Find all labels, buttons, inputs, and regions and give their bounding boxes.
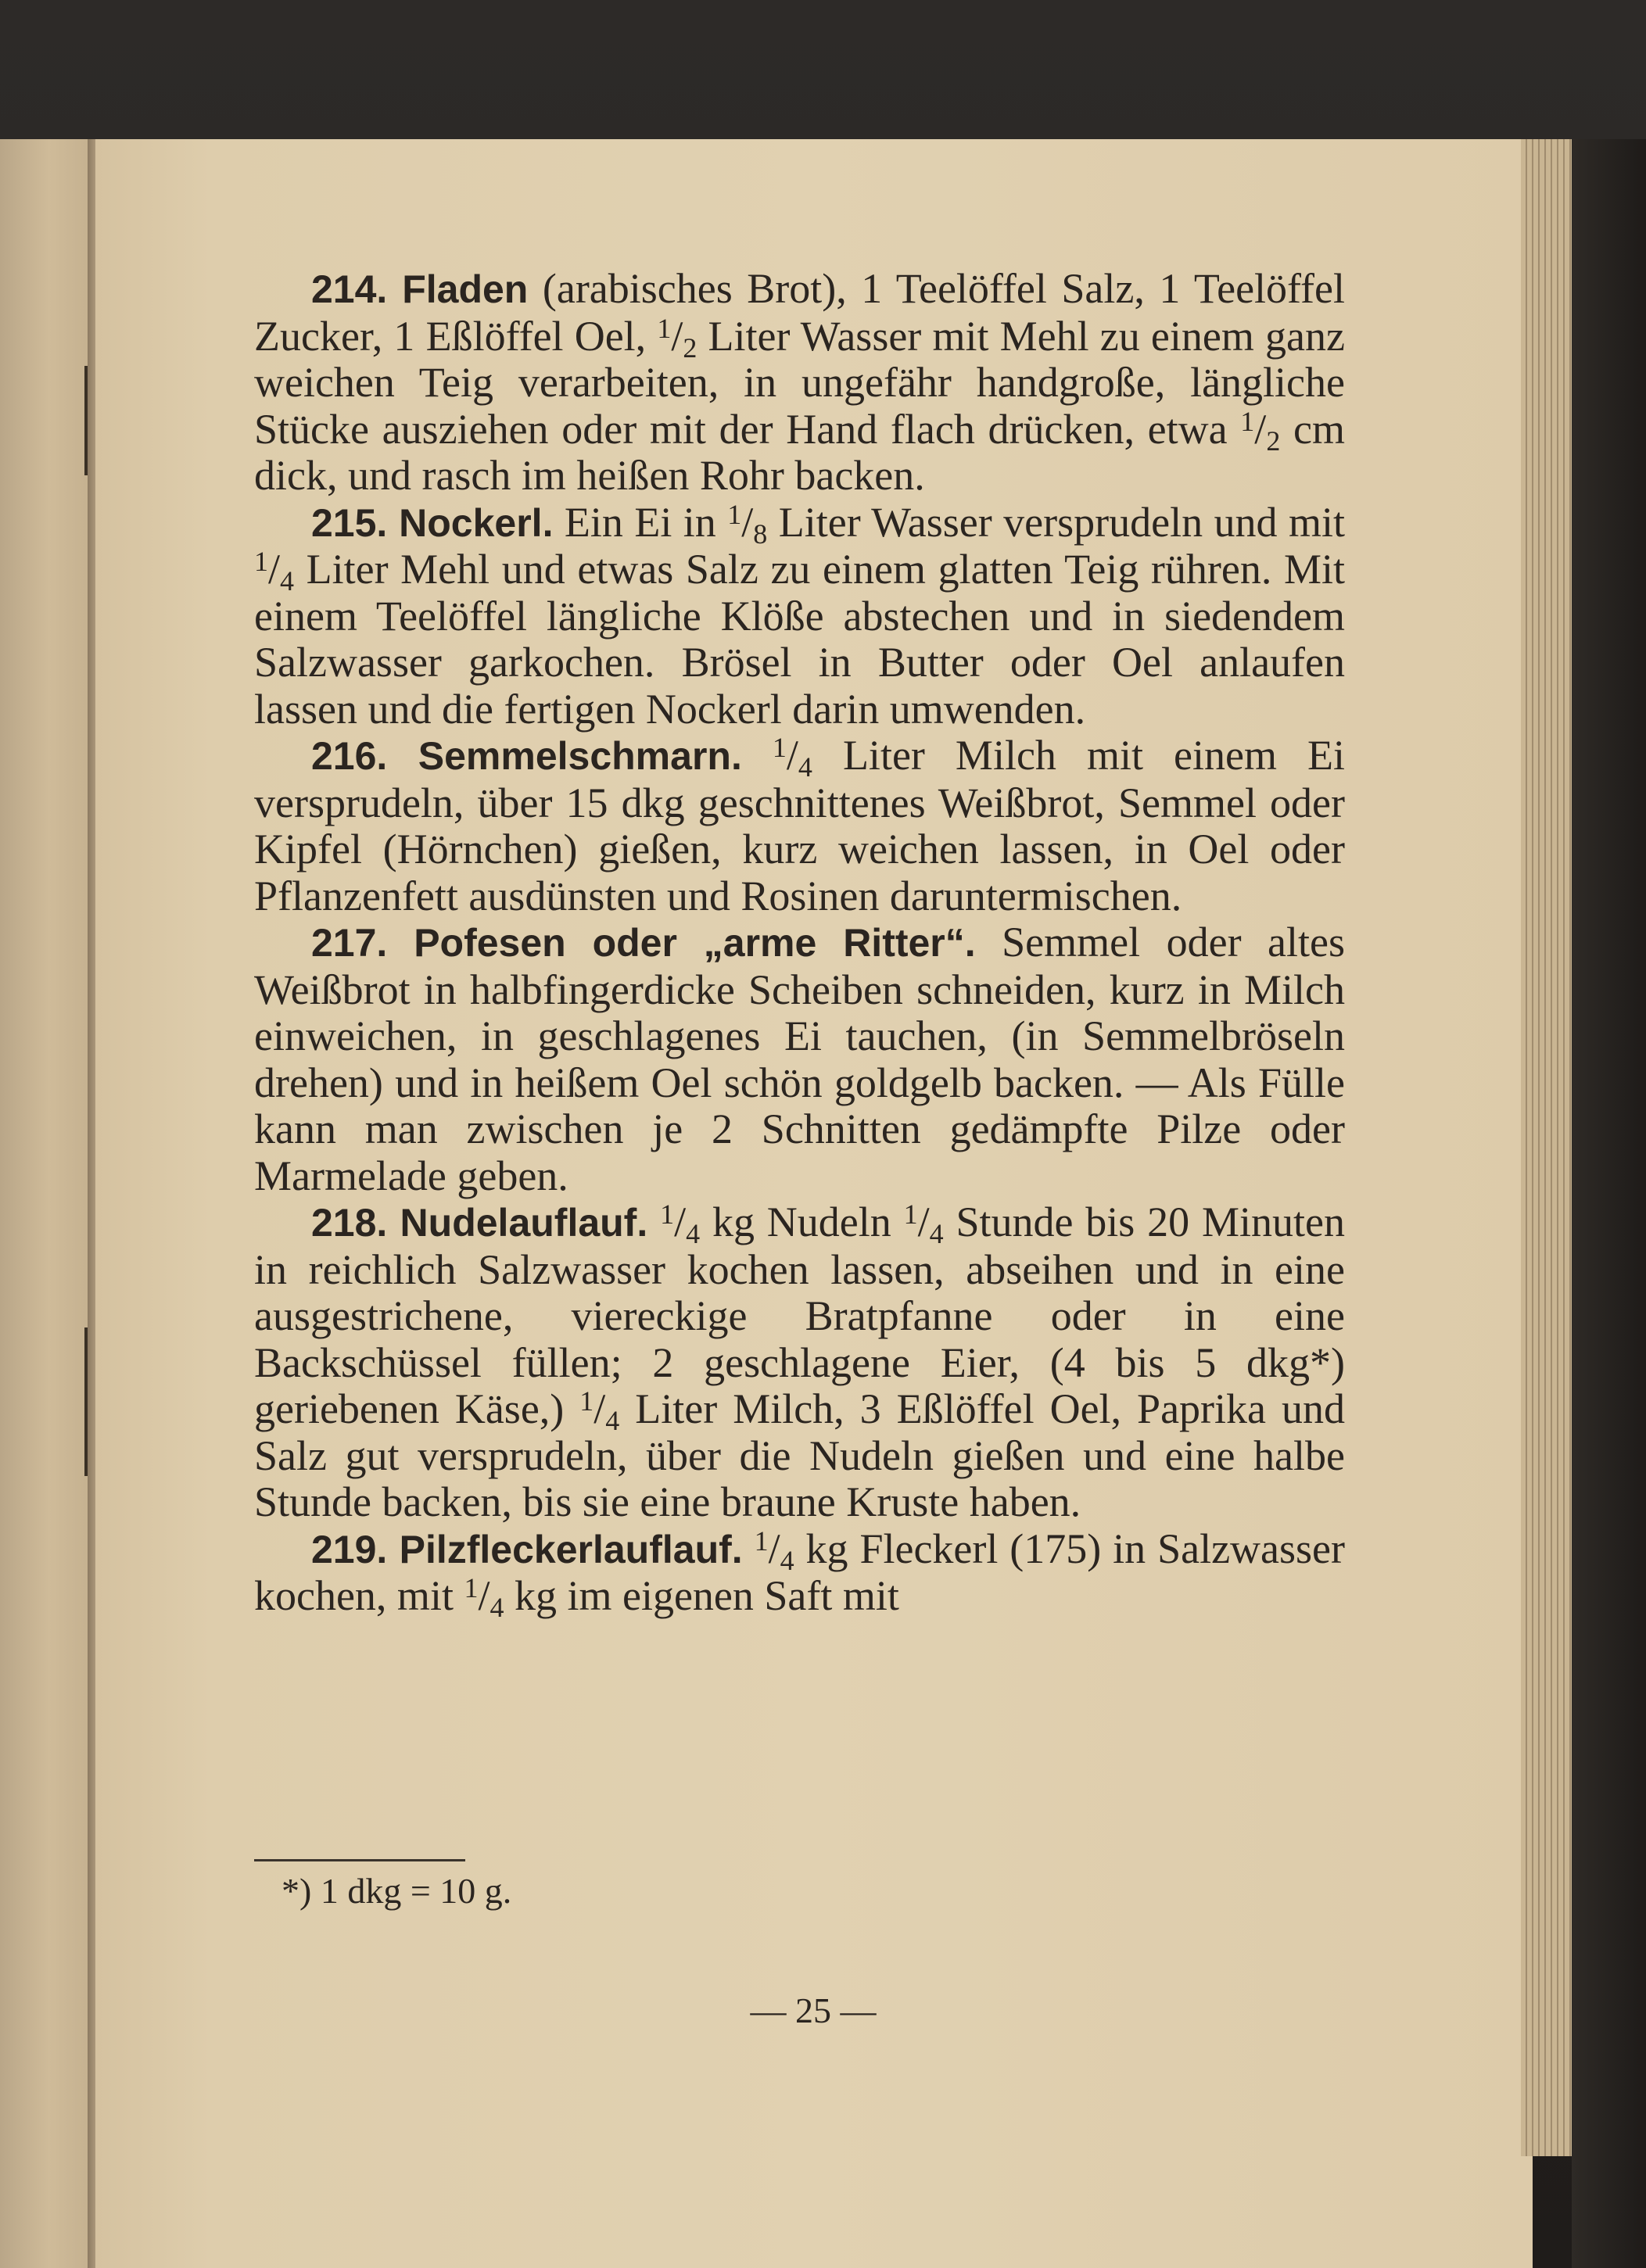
recipe-heading: 218. Nudelauflauf. (311, 1201, 648, 1245)
recipe-text (742, 732, 773, 779)
fraction: $^1/_2$ (657, 312, 697, 364)
recipe-text (743, 1525, 755, 1572)
fraction: $^1/_4$ (254, 545, 295, 597)
fraction: $^1/_4$ (464, 1571, 504, 1623)
recipe-heading: 219. Pilzfleckerlauflauf. (311, 1527, 743, 1571)
recipe-heading: 217. Pofesen oder „arme Ritter“. (311, 921, 976, 965)
recipe-text: (arabisches Brot), 1 Teelöffel Salz, 1 Teelöffel Zucker, 1 Eßlöffel Oel, (254, 265, 1345, 360)
fraction: $^1/_4$ (579, 1385, 620, 1436)
recipe-paragraph (254, 500, 1345, 733)
recipe-text: cm dick, und rasch im heißen Rohr backen. (254, 405, 1345, 499)
recipe-text: kg Nudeln (700, 1198, 904, 1245)
fraction: $^1/_4$ (754, 1525, 794, 1576)
recipe-heading: 216. Semmelschmarn. (311, 734, 742, 778)
page-number: — 25 — (750, 1990, 877, 2030)
recipe-text: Liter Milch, 3 Eßlöffel Oel, Paprika und Salz gut versprudeln, über die Nudeln gießen und eine halbe Stunde backen, bis sie eine braune Kruste haben. (254, 1385, 1345, 1525)
left-page-edge (0, 139, 90, 2268)
recipe-paragraph (254, 733, 1345, 919)
footnote-divider (254, 1859, 465, 1861)
recipe-text: kg Fleckerl (175) in Salzwasser kochen, mit (254, 1525, 1346, 1619)
fraction: $^1/_8$ (727, 498, 768, 550)
recipe-paragraph (254, 1525, 1346, 1623)
recipe-text: Liter Mehl und etwas Salz zu einem glatten Teig rühren. Mit einem Teelöffel längliche Klöße abstechen und in siedendem Salzwasser garkochen. Brösel in Butter oder Oel anlaufen lassen und die fertigen Nockerl darin umwenden. (254, 546, 1345, 733)
fraction: $^1/_4$ (660, 1198, 701, 1249)
recipe-heading: 215. Nockerl. (311, 500, 554, 545)
recipe-text: Liter Wasser versprudeln und mit (767, 498, 1346, 546)
recipe-text (647, 1198, 660, 1245)
recipe-paragraph (254, 1199, 1345, 1526)
recipe-text: Liter Milch mit einem Ei versprudeln, über 15 dkg geschnittenes Weißbrot, Semmel oder Kipfel (Hörnchen) gießen, kurz weichen lassen, in Oel oder Pflanzenfett ausdünsten und Rosinen daruntermischen. (254, 732, 1345, 919)
fraction: $^1/_4$ (772, 731, 812, 783)
recipe-text: Ein Ei in (553, 498, 728, 546)
recipe-text: kg im eigenen Saft mit (504, 1572, 899, 1619)
page-edge-shadow (1572, 139, 1646, 2268)
recipe-text: Semmel oder altes Weißbrot in halbfingerdicke Scheiben schneiden, kurz in Milch einweichen, in geschlagenes Ei tauchen, (in Semmelbröseln drehen) und in heißem Oel schön goldgelb backen. — Als Fülle kann man zwischen je 2 Schnitten gedämpfte Pilze oder Marmelade geben. (254, 919, 1345, 1199)
recipe-paragraph (254, 266, 1345, 500)
recipe-heading: 214. Fladen (311, 267, 529, 311)
fraction: $^1/_2$ (1240, 405, 1281, 457)
footnote: *) 1 dkg = 10 g. (282, 1871, 512, 1911)
recipe-text: Stunde bis 20 Minuten in reichlich Salzwasser kochen lassen, abseihen und in eine ausgestrichene, viereckige Bratpfanne oder in eine Backschüssel füllen; 2 geschlagene Eier, (4 bis 5 dkg*) geriebenen Käse,) (254, 1198, 1345, 1432)
recipe-paragraph (254, 919, 1345, 1199)
recipe-text: Liter Wasser mit Mehl zu einem ganz weichen Teig verarbeiten, in ungefähr handgroße, längliche Stücke ausziehen oder mit der Hand flach drücken, etwa (254, 312, 1345, 453)
recipe-text-block (254, 265, 1346, 1623)
page-edges (1521, 139, 1576, 2156)
fraction: $^1/_4$ (903, 1198, 944, 1249)
